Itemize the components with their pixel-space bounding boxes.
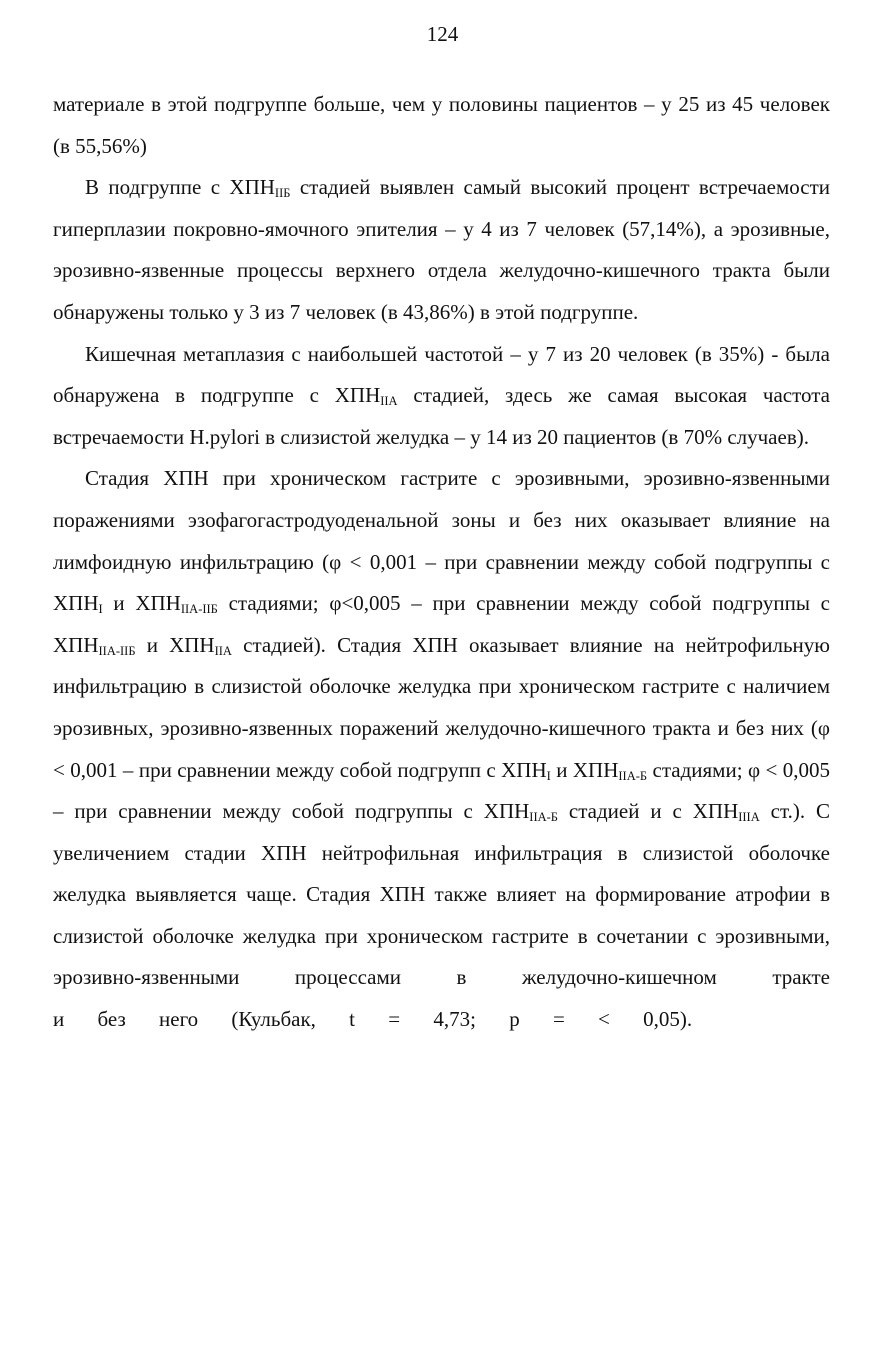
paragraph-3: [53, 334, 830, 459]
paragraph-text: Стадия ХПН при хроническом гастрите с эрозивными, эрозивно-язвенными поражениями эзофагогастродуоденальной зоны и без них оказывает влияние на лимфоидную инфильтрацию (φ < 0,001 – при сравнении между собой подгруппы с ХПН: [53, 466, 830, 616]
paragraph-2: [53, 167, 830, 333]
paragraph-text: и ХПН: [135, 632, 215, 657]
document-body: [53, 84, 830, 1041]
stage-subscript: IIА: [380, 394, 398, 409]
paragraph-text: стадией). Стадия ХПН оказывает влияние на нейтрофильную инфильтрацию в слизистой оболочке желудка при хроническом гастрите с наличием эрозивных, эрозивно-язвенных поражений желудочно-кишечного тракта и без них (φ < 0,001 – при сравнении между собой подгрупп с ХПН: [53, 632, 830, 782]
paragraph-text: ст.). С увеличением стадии ХПН нейтрофильная инфильтрация в слизистой оболочке желудка выявляется чаще. Стадия ХПН также влияет на формирование атрофии в слизистой оболочке желудка при хроническом гастрите в сочетании с эрозивными, эрозивно-язвенными процессами в желудочно-кишечном тракте: [53, 799, 830, 990]
stage-subscript: I: [98, 602, 103, 617]
paragraph-text: и ХПН: [550, 757, 619, 782]
paragraph-text: стадиями; φ<0,005 – при сравнении между собой подгруппы с ХПН: [53, 591, 830, 657]
stage-subscript: I: [546, 768, 551, 783]
paragraph-text: и ХПН: [102, 591, 181, 616]
page-number: 124: [426, 22, 459, 46]
stage-subscript: IIА: [214, 643, 232, 658]
paragraph-text: и без него (Кульбак, t = 4,73; p = < 0,05).: [53, 1007, 693, 1032]
stage-subscript: IIА-IIБ: [180, 602, 218, 617]
stage-subscript: IIIА: [738, 810, 760, 825]
stage-subscript: IIБ: [274, 186, 291, 201]
paragraph-text: материале в этой подгруппе больше, чем у половины пациентов – у 25 из 45 человек (в 55,56%): [53, 92, 830, 158]
paragraph-text: В подгруппе с ХПН: [85, 175, 275, 200]
paragraph-text: стадиями; φ < 0,005 – при сравнении между собой подгруппы с ХПН: [53, 757, 830, 824]
paragraph-text: Кишечная метаплазия с наибольшей частотой – у 7 из 20 человек (в 35%) - была обнаружена в подгруппе с ХПН: [53, 341, 830, 408]
stage-subscript: IIА-Б: [618, 768, 648, 783]
paragraph-text: стадией, здесь же самая высокая частота встречаемости H.pylori в слизистой желудка – у 14 из 20 пациентов (в 70% случаев).: [53, 383, 830, 449]
paragraph-text: стадией выявлен самый высокий процент встречаемости гиперплазии покровно-ямочного эпителия – у 4 из 7 человек (57,14%), а эрозивные, эрозивно-язвенные процессы верхнего отдела желудочно-кишечного тракта были обнаружены только у 3 из 7 человек (в 43,86%) в этой подгруппе.: [53, 175, 830, 324]
paragraph-1: [53, 84, 830, 167]
paragraph-4-last-line: [53, 999, 830, 1041]
paragraph-text: стадией и с ХПН: [557, 799, 739, 824]
paragraph-4: [53, 458, 830, 999]
stage-subscript: IIА-Б: [529, 810, 558, 825]
stage-subscript: IIА-IIБ: [98, 643, 136, 658]
